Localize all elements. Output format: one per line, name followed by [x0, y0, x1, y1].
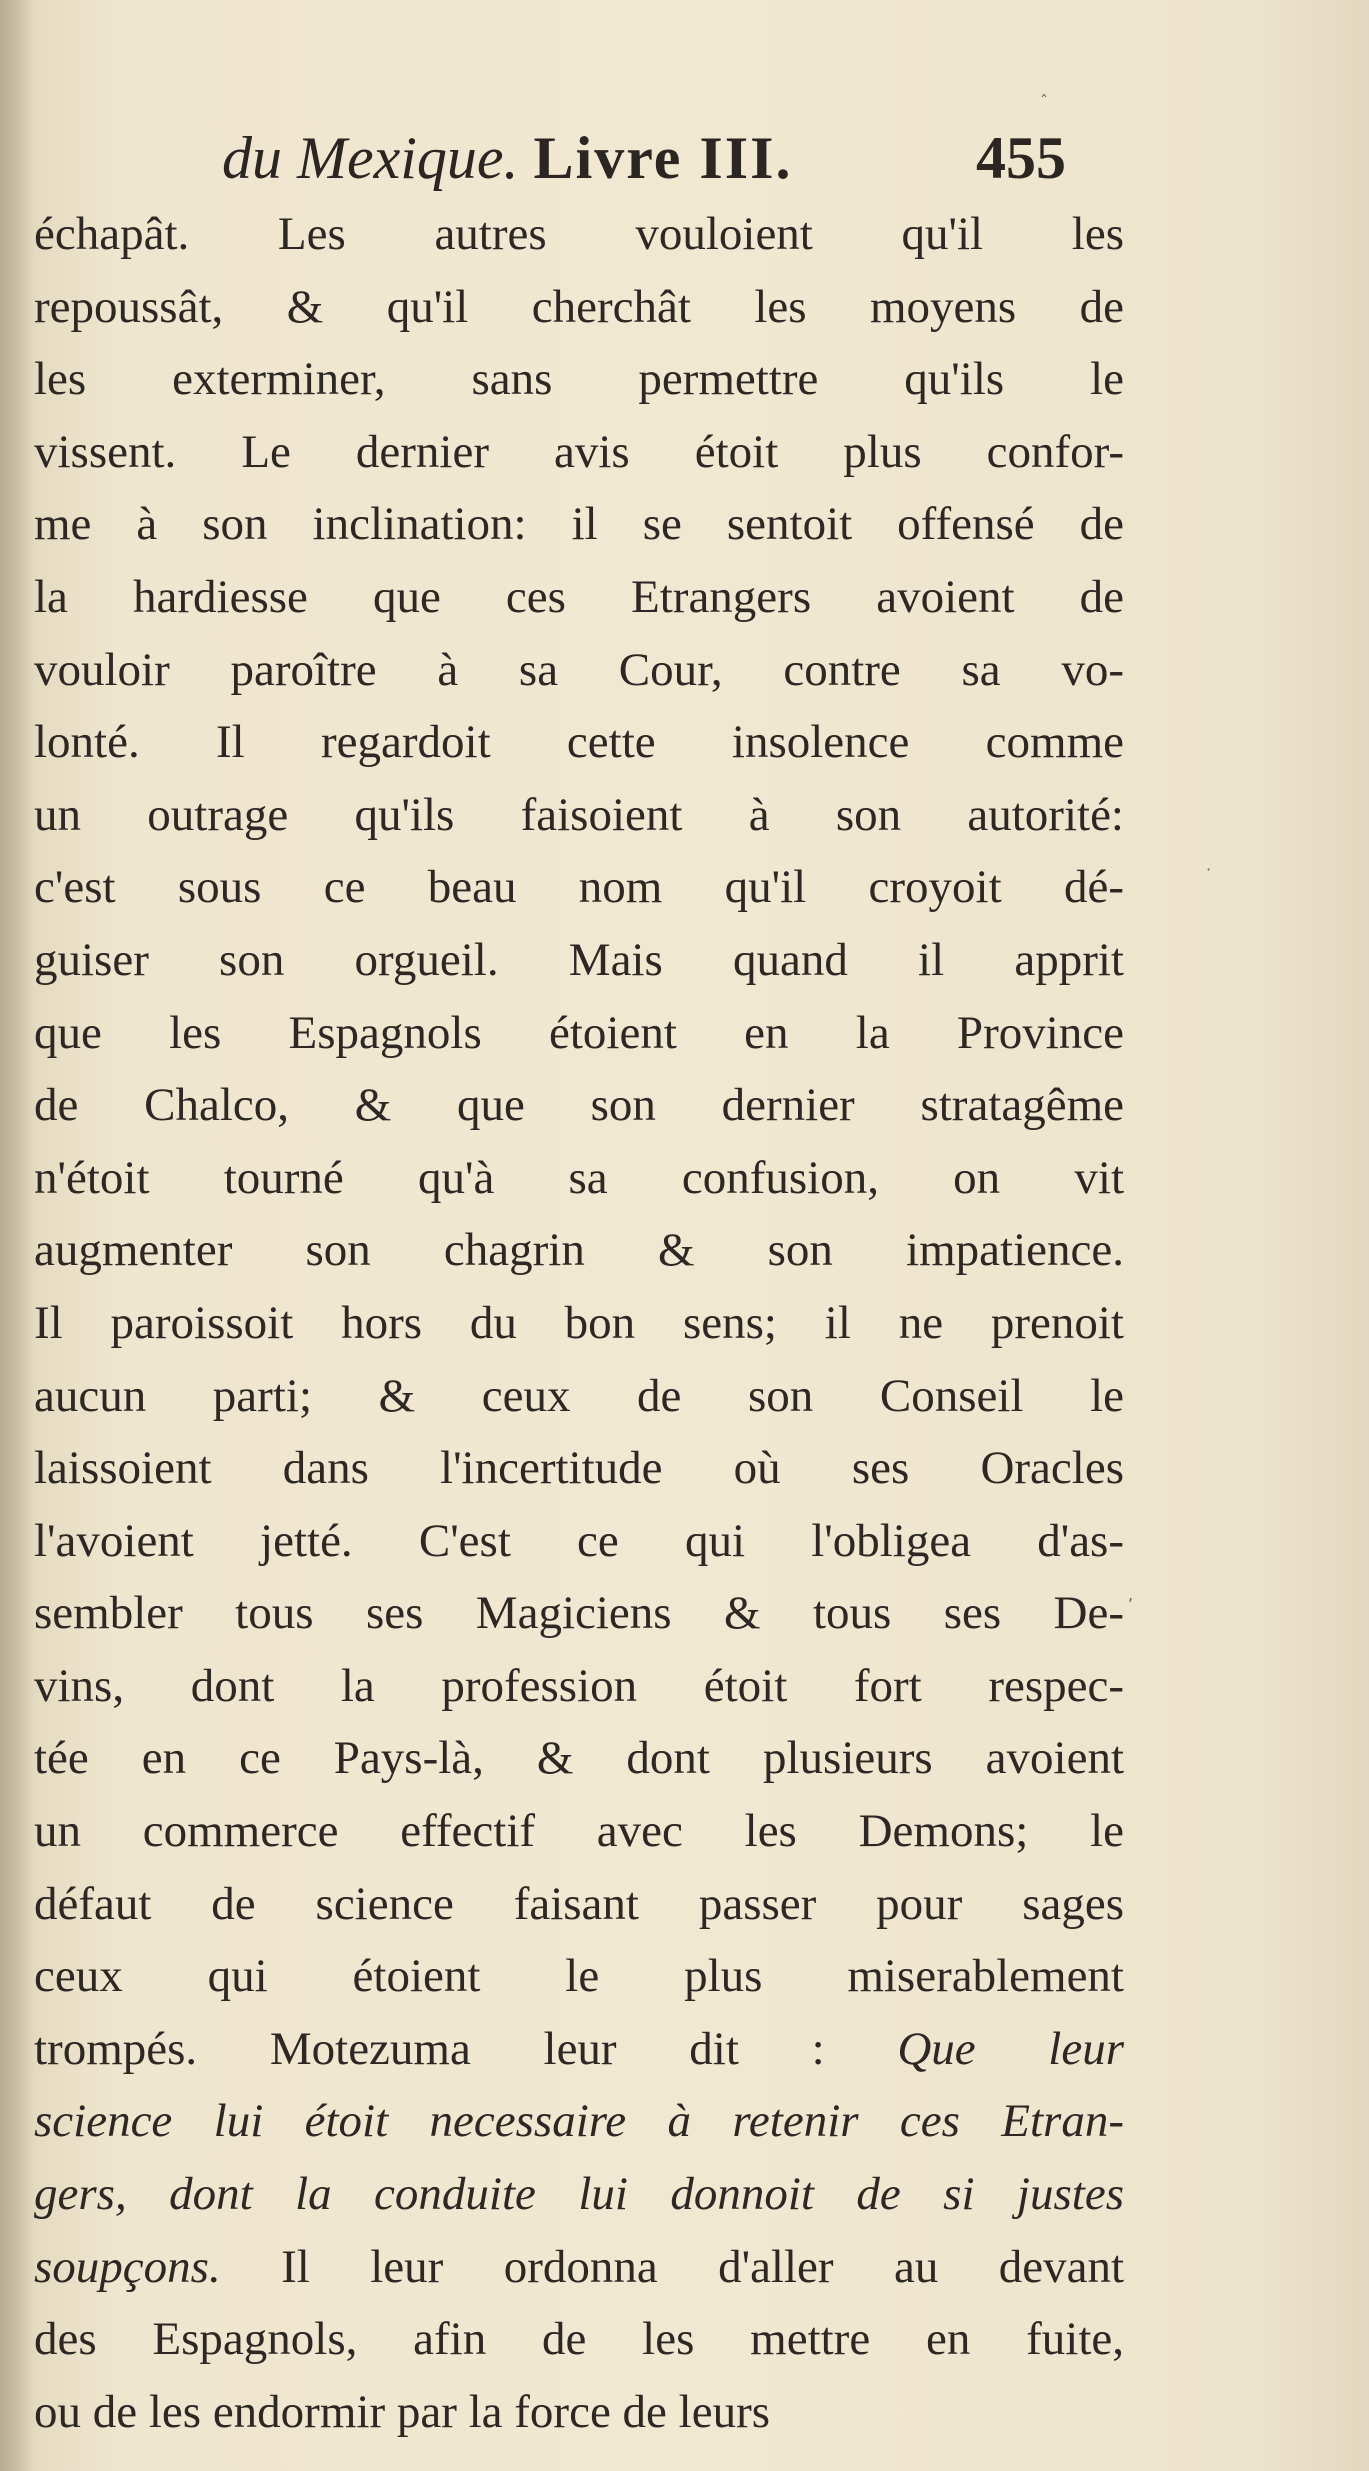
text-line: [34, 1069, 1124, 1142]
text-line: [34, 924, 1124, 997]
line-text: aucun parti; & ceux de son Conseil le: [34, 1369, 1124, 1422]
line-text: augmenter son chagrin & son impatience.: [34, 1224, 1124, 1277]
line-text: des Espagnols, afin de les mettre en fuite,: [34, 2313, 1124, 2366]
text-line: [34, 851, 1124, 924]
text-line: [34, 634, 1124, 707]
line-text: vissent. Le dernier avis étoit plus confor-: [34, 425, 1124, 478]
italic-text: Que leur: [897, 2022, 1125, 2075]
book-number: Livre III.: [533, 125, 793, 191]
line-text: n'étoit tourné qu'à sa confusion, on vit: [34, 1151, 1124, 1204]
line-text: me à son inclination: il se sentoit offensé de: [34, 498, 1124, 551]
text-line: [34, 561, 1124, 634]
text-line: [34, 271, 1124, 344]
text-line: [34, 1940, 1124, 2013]
line-text: défaut de science faisant passer pour sages: [34, 1877, 1124, 1930]
line-text: les exterminer, sans permettre qu'ils le: [34, 353, 1124, 406]
text-line: [34, 343, 1124, 416]
body-text: [34, 198, 1124, 2448]
page-number: 455: [976, 125, 1066, 191]
line-text: la hardiesse que ces Etrangers avoient de: [34, 570, 1124, 623]
paper-speck: ,: [1128, 1585, 1134, 1604]
text-line: [34, 1722, 1124, 1795]
text-line: [34, 1505, 1124, 1578]
line-text: laissoient dans l'incertitude où ses Oracles: [34, 1442, 1124, 1495]
text-line: [34, 1432, 1124, 1505]
line-text: Il leur ordonna d'aller au devant: [281, 2240, 1125, 2293]
line-text: lonté. Il regardoit cette insolence comme: [34, 716, 1124, 769]
paper-speck: ·: [1206, 860, 1212, 879]
text-line: [34, 488, 1124, 561]
line-text: sembler tous ses Magiciens & tous ses De-: [34, 1587, 1124, 1640]
line-text: guiser son orgueil. Mais quand il apprit: [34, 933, 1124, 986]
line-text: vins, dont la profession étoit fort respec-: [34, 1659, 1124, 1712]
text-line: [34, 1142, 1124, 1215]
text-line: [34, 1360, 1124, 1433]
text-line: [34, 2085, 1124, 2158]
line-text: l'avoient jetté. C'est ce qui l'obligea d'as-: [34, 1514, 1124, 1567]
line-text: trompés. Motezuma leur dit :: [34, 2022, 825, 2075]
line-text: ceux qui étoient le plus miserablement: [34, 1950, 1124, 2003]
running-header: [0, 118, 1369, 208]
italic-text: science lui étoit necessaire à retenir ces Etran-: [34, 2095, 1124, 2148]
text-line: [34, 1214, 1124, 1287]
text-line: [34, 2231, 1124, 2304]
text-line: [34, 416, 1124, 489]
line-text: un outrage qu'ils faisoient à son autorité:: [34, 788, 1124, 841]
text-line: [34, 2303, 1124, 2376]
text-line: [34, 1868, 1124, 1941]
line-text: c'est sous ce beau nom qu'il croyoit dé-: [34, 861, 1124, 914]
text-line: [34, 198, 1124, 271]
text-line: [34, 1577, 1124, 1650]
text-line: [34, 1287, 1124, 1360]
text-line: [34, 2376, 1124, 2449]
running-title: [222, 118, 792, 198]
text-line: [34, 779, 1124, 852]
line-text: de Chalco, & que son dernier stratagême: [34, 1079, 1124, 1132]
text-line: [34, 2158, 1124, 2231]
line-text: que les Espagnols étoient en la Province: [34, 1006, 1124, 1059]
line-text: échapât. Les autres vouloient qu'il les: [34, 208, 1124, 260]
text-line: [34, 2013, 1124, 2086]
running-title-text: du Mexique.: [222, 125, 519, 191]
italic-text: soupçons.: [34, 2240, 221, 2293]
text-line: [34, 1795, 1124, 1868]
line-text: Il paroissoit hors du bon sens; il ne prenoit: [34, 1296, 1124, 1349]
line-text: vouloir paroître à sa Cour, contre sa vo-: [34, 643, 1124, 696]
italic-text: gers, dont la conduite lui donnoit de si justes: [34, 2168, 1124, 2221]
text-line: [34, 997, 1124, 1070]
text-line: [34, 706, 1124, 779]
paper-speck: ˆ: [1040, 92, 1048, 111]
text-line: [34, 1650, 1124, 1723]
line-text: un commerce effectif avec les Demons; le: [34, 1805, 1124, 1858]
line-text: repoussât, & qu'il cherchât les moyens de: [34, 280, 1124, 333]
line-text: tée en ce Pays-là, & dont plusieurs avoient: [34, 1732, 1124, 1785]
line-text: ou de les endormir par la force de leurs: [34, 2385, 771, 2438]
